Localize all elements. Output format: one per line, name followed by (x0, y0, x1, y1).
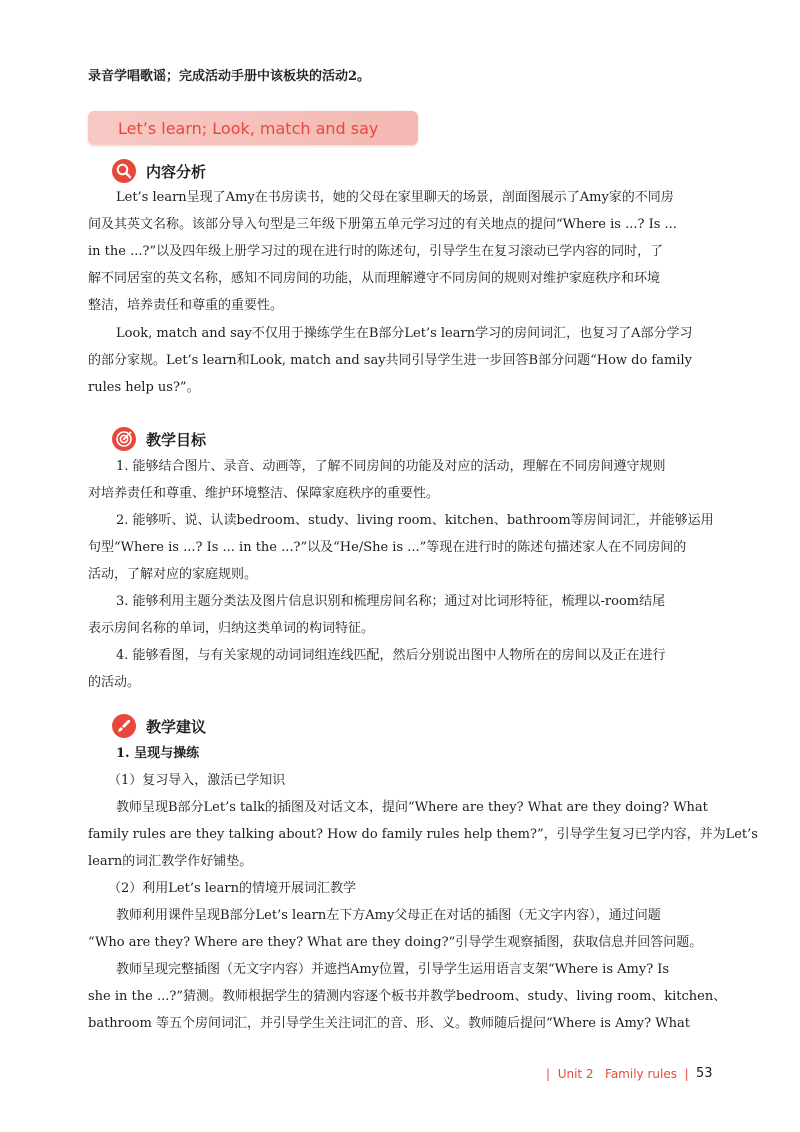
paragraph-line: 整洁，培养责任和尊重的重要性。 (88, 298, 284, 313)
paragraph-line: 对培养责任和尊重、维护环境整洁、保障家庭秩序的重要性。 (88, 486, 440, 501)
target-icon (112, 427, 136, 451)
subheading: （1）复习导入，激活已学知识 (108, 773, 286, 788)
paragraph-line: 表示房间名称的单词，归纳这类单词的构词特征。 (88, 621, 375, 636)
rocket-icon (112, 714, 136, 738)
paragraph-line: 教师呈现B部分Let’s talk的插图及对话文本，提问“Where are they? What are they doing? What (116, 800, 708, 815)
page-number: 53 (696, 1066, 713, 1081)
section-title: 教学目标 (146, 431, 207, 449)
top-line: 录音学唱歌谣；完成活动手册中该板块的活动2。 (88, 69, 371, 84)
paragraph-line: 活动，了解对应的家庭规则。 (88, 567, 258, 582)
paragraph-line: 的部分家规。Let’s learn和Look, match and say共同引导学生进一步回答B部分问题“How do family (88, 353, 692, 368)
section-banner (88, 111, 418, 145)
footer-topic: Family rules (605, 1067, 677, 1081)
paragraph-line: rules help us?”。 (88, 380, 200, 395)
paragraph-line: in the ...?”以及四年级上册学习过的现在进行时的陈述句，引导学生在复习滚动已学内容的同时，了 (88, 244, 664, 259)
paragraph-line: 间及其英文名称。该部分导入句型是三年级下册第五单元学习过的有关地点的提问“Where is ...? Is ... (88, 217, 677, 232)
paragraph-line: 教师利用课件呈现B部分Let’s learn左下方Amy父母正在对话的插图（无文字内容），通过问题 (116, 908, 661, 923)
footer-bar: | (684, 1067, 689, 1081)
paragraph-line: she in the ...?”猜测。教师根据学生的猜测内容逐个板书并教学bedroom、study、living room、kitchen、 (88, 989, 727, 1004)
paragraph-line: “Who are they? Where are they? What are they doing?”引导学生观察插图，获取信息并回答问题。 (88, 935, 703, 950)
subheading: 1. 呈现与操练 (116, 746, 200, 761)
paragraph-line: 1. 能够结合图片、录音、动画等，了解不同房间的功能及对应的活动，理解在不同房间遵守规则 (116, 459, 666, 474)
footer-bar: | (546, 1067, 551, 1081)
subheading: （2）利用Let’s learn的情境开展词汇教学 (108, 881, 356, 896)
paragraph-line: 3. 能够利用主题分类法及图片信息识别和梳理房间名称；通过对比词形特征，梳理以-room结尾 (116, 594, 666, 609)
paragraph-line: 句型“Where is ...? Is ... in the ...?”以及“He/She is ...”等现在进行时的陈述句描述家人在不同房间的 (88, 540, 687, 555)
section-title: 教学建议 (146, 718, 207, 736)
banner-title: Let’s learn; Look, match and say (118, 119, 379, 138)
paragraph-line: Look, match and say不仅用于操练学生在B部分Let’s learn学习的房间词汇，也复习了A部分学习 (116, 326, 693, 341)
paragraph-line: family rules are they talking about? How do family rules help them?”，引导学生复习已学内容，并为Let’s (88, 827, 758, 842)
paragraph-line: 教师呈现完整插图（无文字内容）并遮挡Amy位置，引导学生运用语言支架“Where is Amy? Is (116, 962, 670, 977)
paragraph-line: 2. 能够听、说、认读bedroom、study、living room、kitchen、bathroom等房间词汇，并能够运用 (116, 513, 714, 528)
paragraph-line: 4. 能够看图，与有关家规的动词词组连线匹配，然后分别说出图中人物所在的房间以及正在进行 (116, 648, 666, 663)
paragraph-line: Let’s learn呈现了Amy在书房读书，她的父母在家里聊天的场景，剖面图展示了Amy家的不同房 (116, 190, 674, 205)
search-icon (112, 159, 136, 183)
paragraph-line: 解不同居室的英文名称，感知不同房间的功能，从而理解遵守不同房间的规则对维护家庭秩序和环境 (88, 271, 661, 286)
paragraph-line: learn的词汇教学作好铺垫。 (88, 854, 253, 869)
paragraph-line: 的活动。 (88, 675, 141, 690)
section-title: 内容分析 (146, 163, 207, 181)
footer-unit: Unit 2 (557, 1067, 594, 1081)
paragraph-line: bathroom 等五个房间词汇，并引导学生关注词汇的音、形、义。教师随后提问“Where is Amy? What (88, 1016, 690, 1031)
page-footer (546, 1067, 689, 1081)
